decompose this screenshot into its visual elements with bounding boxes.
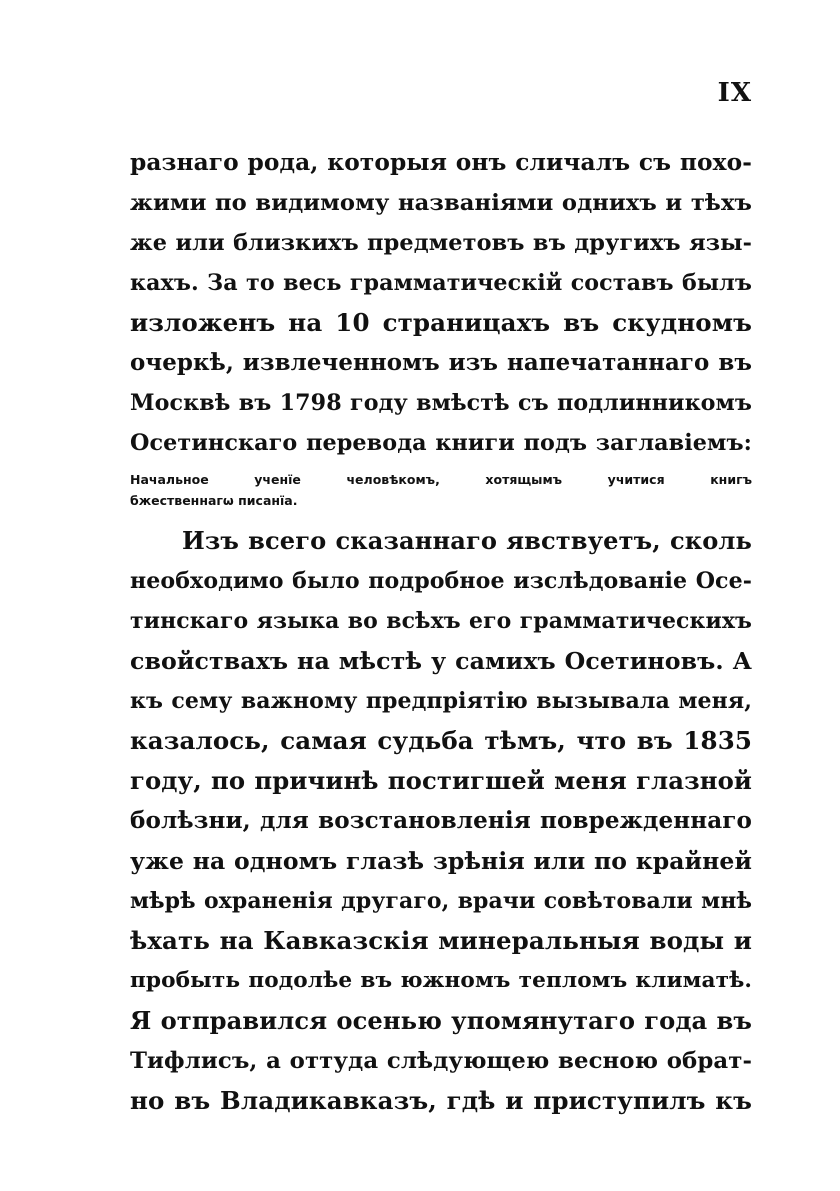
paragraph-2	[130, 521, 752, 1121]
text-line: пробыть подолѣе въ южномъ тепломъ климатѣ.	[130, 968, 752, 993]
slavonic-title-line: Начальное ученїе человѣкомъ, хотящымъ учитися книгъ	[130, 472, 752, 487]
text-line: Я отправился осенью упомянутаго года въ	[130, 1006, 752, 1035]
text-line: же или близкихъ предметовъ въ другихъ язы-	[130, 230, 752, 256]
body-text	[130, 143, 752, 1121]
text-line: тинскаго языка во всѣхъ его грамматическихъ	[130, 608, 752, 634]
text-line: Осетинскаго перевода книги подъ заглавіемъ:	[130, 430, 752, 456]
text-line: необходимо было подробное изслѣдованіе Осе-	[130, 568, 752, 594]
text-line: Тифлисъ, а оттуда слѣдующею весною обрат-	[130, 1048, 752, 1074]
text-line: году, по причинѣ постигшей меня глазной	[130, 766, 752, 795]
text-line: изложенъ на 10 страницахъ въ скудномъ	[130, 308, 752, 337]
slavonic-book-title	[130, 469, 752, 511]
text-line: но въ Владикавказъ, гдѣ и приступилъ къ	[130, 1086, 752, 1115]
text-line: очеркѣ, извлеченномъ изъ напечатаннаго въ	[130, 349, 752, 376]
text-line: ѣхать на Кавказскія минеральныя воды и	[130, 926, 752, 955]
text-line: кахъ. За то весь грамматическій составъ былъ	[130, 270, 752, 296]
text-line: къ сему важному предпріятію вызывала меня,	[130, 688, 752, 714]
text-line: уже на одномъ глазѣ зрѣнія или по крайней	[130, 847, 752, 875]
text-line: Москвѣ въ 1798 году вмѣстѣ съ подлинникомъ	[130, 390, 752, 416]
text-line: казалось, самая судьба тѣмъ, что въ 1835	[130, 726, 752, 755]
text-line: жими по видимому названіями однихъ и тѣхъ	[130, 190, 752, 216]
text-line: свойствахъ на мѣстѣ у самихъ Осетиновъ. А	[130, 647, 752, 675]
paragraph-1	[130, 143, 752, 463]
text-line: болѣзни, для возстановленія поврежденнаго	[130, 807, 752, 834]
text-line: мѣрѣ охраненія другаго, врачи совѣтовали мнѣ	[130, 888, 752, 914]
page-number: IX	[717, 78, 752, 108]
text-line: разнаго рода, которыя онъ сличалъ съ похо-	[130, 149, 752, 176]
slavonic-title-line: бжественнагѡ писанїа.	[130, 493, 298, 508]
text-line: Изъ всего сказаннаго явствуетъ, сколь	[182, 526, 752, 555]
